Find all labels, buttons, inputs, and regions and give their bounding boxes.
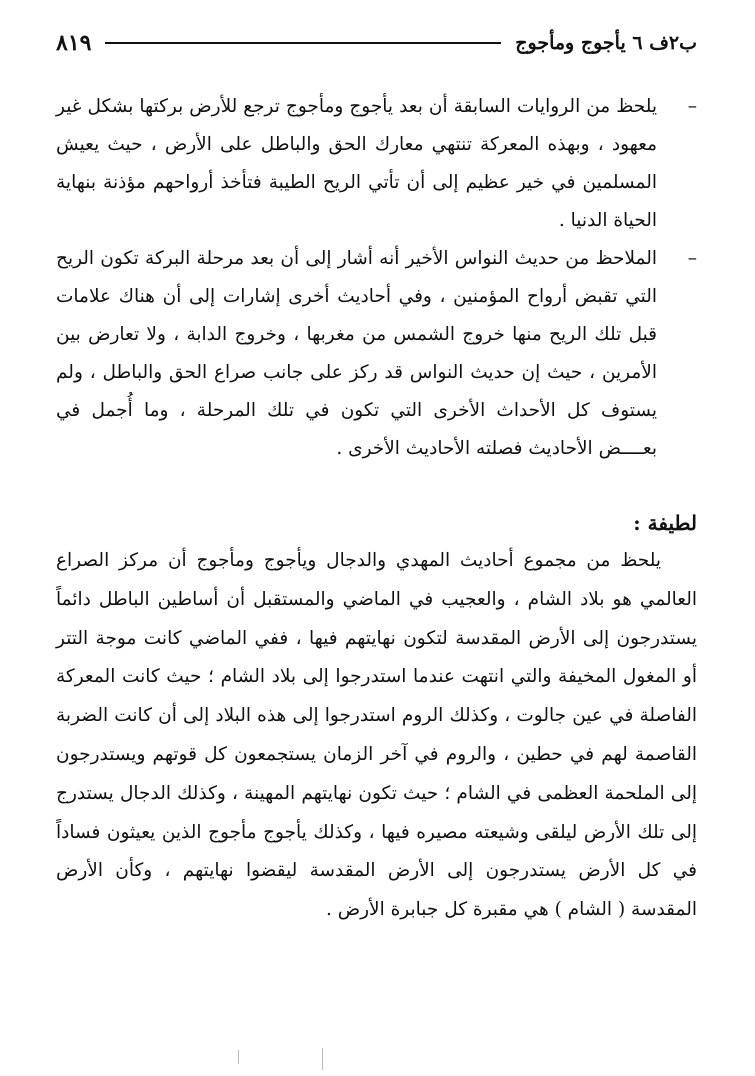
bullet-item [56,240,697,468]
bullet-text: الملاحظ من حديث النواس الأخير أنه أشار إلى أن بعد مرحلة البركة تكون الريح التي تقبض أرواح المؤمنين ، وفي أحاديث أخرى إشارات إلى أن هناك علامات قبل تلك الريح منها خروج الشمس من مغربها ، وخروج الدابة ، ولا تعارض بين الأمرين ، حيث إن حديث النواس قد ركز على جانب صراع الحق والباطل ، ولم يستوف كل الأحداث الأخرى التي تكون في تلك المرحلة ، وما أُجمل في بعــــض الأحاديث فصلته الأحاديث الأخرى . [56,248,657,459]
chapter-title: ب٢ف ٦ يأجوج ومأجوج [515,32,697,54]
header-rule [105,42,501,44]
bullet-list [56,88,697,468]
bullet-dash: – [687,96,697,117]
bullet-item [56,88,697,240]
page-number: ٨١٩ [56,30,92,56]
bullet-text: يلحظ من الروايات السابقة أن بعد يأجوج ومأجوج ترجع للأرض بركتها بشكل غير معهود ، وبهذه المعركة تنتهي معارك الحق والباطل على الأرض ، حيث يعيش المسلمين في خير عظيم إلى أن تأتي الريح الطيبة فتأخذ أرواحهم مؤذنة بنهاية الحياة الدنيا . [56,96,657,231]
bullet-dash: – [687,248,697,269]
body-paragraph: يلحظ من مجموع أحاديث المهدي والدجال ويأجوج ومأجوج أن مركز الصراع العالمي هو بلاد الشام ، والعجيب في الماضي والمستقبل أن أساطين الباطل دائماً يستدرجون إلى الأرض المقدسة لتكون نهايتهم فيها ، ففي الماضي كانت موجة التتر أو المغول المخيفة والتي انتهت عندما استدرجوا إلى بلاد الشام ؛ حيث كانت المعركة الفاصلة في عين جالوت ، وكذلك الروم استدرجوا إلى هذه البلاد إلى أن كانت الضربة القاصمة لهم في حطين ، والروم في آخر الزمان يستجمعون كل قوتهم ويستدرجون إلى الملحمة العظمى في الشام ؛ حيث تكون نهايتهم المهينة ، وكذلك الدجال يستدرج إلى تلك الأرض ليلقى وشيعته مصيره فيها ، وكذلك يأجوج مأجوج الذين يعيثون فساداً في كل الأرض يستدرجون إلى الأرض المقدسة ليقضوا نهايتهم ، وكأن الأرض المقدسة ( الشام ) هي مقبرة كل جبابرة الأرض . [56,550,697,921]
scan-artifact-line [238,1050,239,1064]
section-heading: لطيفة : [633,511,697,535]
scan-artifact-line [322,1048,323,1070]
running-header [56,26,697,60]
